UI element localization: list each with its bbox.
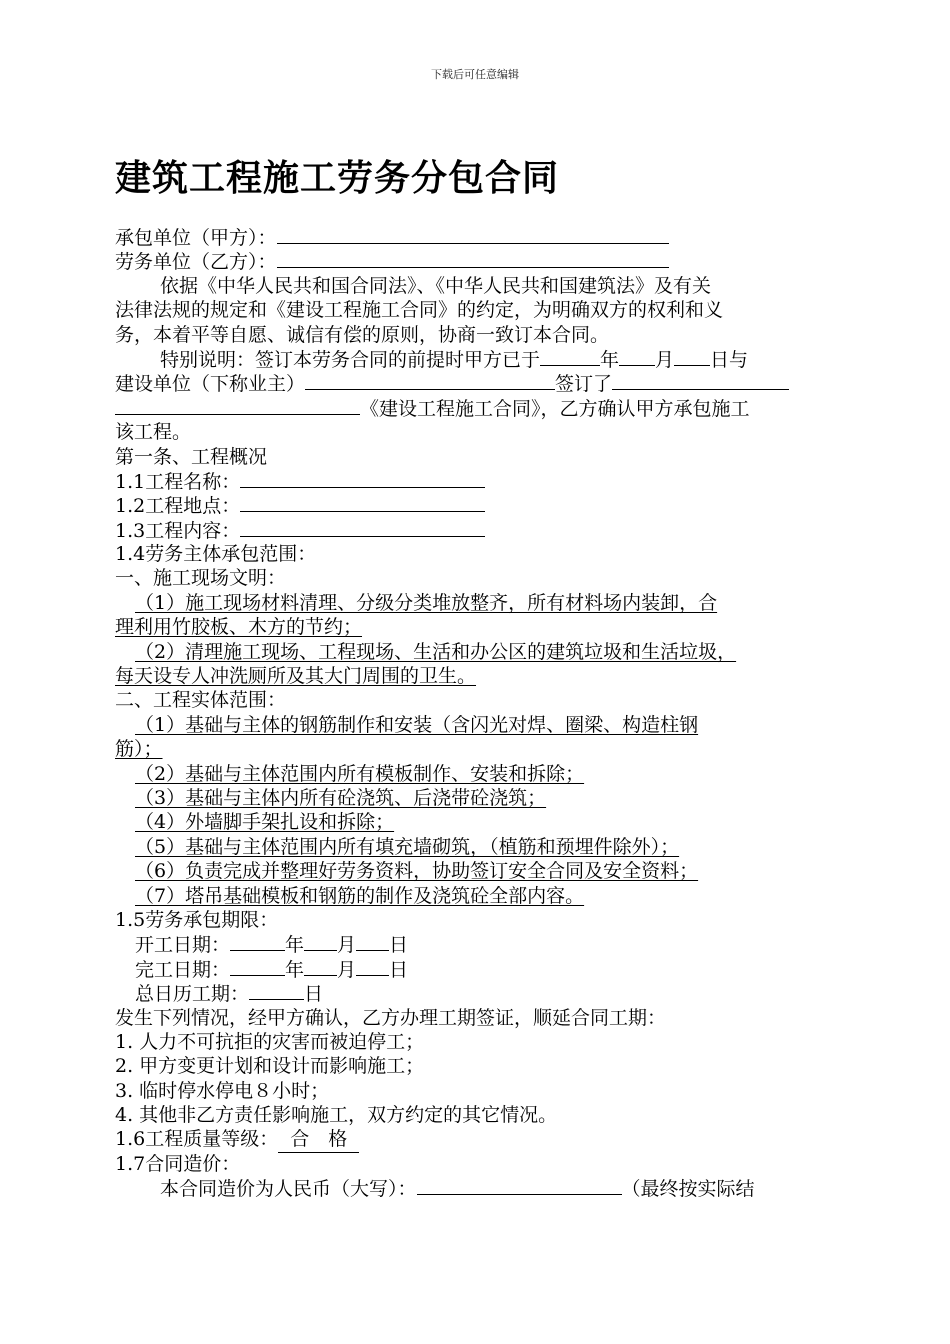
start-date-line <box>115 932 855 956</box>
end-day-blank[interactable] <box>356 957 389 976</box>
project-site-line <box>115 493 855 517</box>
civil-heading: 一、施工现场文明： <box>115 567 287 590</box>
project-site-label: 1.2工程地点： <box>115 495 241 518</box>
total-days-line <box>115 981 855 1005</box>
start-day-blank[interactable] <box>356 932 389 951</box>
civil-item-2a-text: （2）清理施工现场、工程现场、生活和办公区的建筑垃圾和生活垃圾， <box>135 640 737 663</box>
entity-item-1a <box>115 713 855 737</box>
party-b-blank[interactable] <box>277 249 669 268</box>
special-owner-label: 建设单位（下称业主） <box>115 373 306 396</box>
project-blank-1[interactable] <box>612 371 789 390</box>
price-blank[interactable] <box>417 1176 622 1195</box>
scope-heading: 1.4劳务主体承包范围： <box>115 543 317 566</box>
header-note: 下载后可任意编辑 <box>431 68 519 81</box>
entity-item-3-text: （3）基础与主体内所有砼浇筑、后浇带砼浇筑； <box>135 786 547 809</box>
special-contract: 《建设工程施工合同》，乙方确认甲方承包施工 <box>360 397 750 420</box>
start-year-unit: 年 <box>285 934 305 957</box>
intro-line-2: 法律法规的规定和《建设工程施工合同》的约定，为明确双方的权利和义 <box>115 299 724 322</box>
start-month-unit: 月 <box>337 934 357 957</box>
special-lead: 特别说明：签订本劳务合同的前提时甲方已于 <box>160 348 541 371</box>
entity-item-3 <box>115 786 855 810</box>
civil-item-1a <box>115 591 855 615</box>
project-content-line <box>115 518 855 542</box>
extend-heading: 发生下列情况，经甲方确认，乙方办理工期签证，顺延合同工期： <box>115 1006 667 1029</box>
entity-item-4 <box>115 810 855 834</box>
total-days-unit: 日 <box>304 983 324 1006</box>
party-a-line <box>115 225 855 249</box>
end-year-unit: 年 <box>285 958 305 981</box>
special-line-4: 该工程。 <box>115 421 192 444</box>
party-a-label: 承包单位（甲方）： <box>115 227 277 249</box>
project-blank-2[interactable] <box>115 396 360 415</box>
extend-item-1: 1. 人力不可抗拒的灾害而被迫停工； <box>115 1030 425 1053</box>
start-day-unit: 日 <box>389 934 409 957</box>
end-day-unit: 日 <box>389 958 409 981</box>
intro-line-3: 务，本着平等自愿、诚信有偿的原则，协商一致订本合同。 <box>115 323 610 346</box>
civil-item-2b <box>115 664 855 688</box>
entity-item-1a-text: （1）基础与主体的钢筋制作和安装（含闪光对焊、圈梁、构造柱钢 <box>135 713 699 736</box>
special-signed: 签订了 <box>555 373 613 396</box>
start-month-blank[interactable] <box>304 932 337 951</box>
extend-item-2: 2. 甲方变更计划和设计而影响施工； <box>115 1055 425 1078</box>
civil-item-1b-text: 理利用竹胶板、木方的节约； <box>115 616 363 639</box>
extend-item-3: 3. 临时停水停电８小时； <box>115 1079 330 1102</box>
price-heading: 1.7合同造价： <box>115 1152 241 1175</box>
price-label: 本合同造价为人民币（大写）： <box>160 1178 417 1201</box>
price-line <box>115 1176 855 1200</box>
intro-line-1: 依据《中华人民共和国合同法》、《中华人民共和国建筑法》及有关 <box>160 274 712 297</box>
article-1-heading: 第一条、工程概况 <box>115 445 268 468</box>
start-date-label: 开工日期： <box>135 934 231 957</box>
project-name-blank[interactable] <box>240 469 485 488</box>
party-a-blank[interactable] <box>277 225 669 244</box>
end-year-blank[interactable] <box>230 957 285 976</box>
entity-item-4-text: （4）外墙脚手架扎设和拆除； <box>135 811 395 834</box>
special-line-2 <box>115 371 855 395</box>
period-heading: 1.5劳务承包期限： <box>115 908 279 931</box>
quality-label: 1.6工程质量等级： <box>115 1128 279 1151</box>
special-line-1 <box>115 347 855 371</box>
special-line-3 <box>115 396 855 420</box>
quality-value: 合 格 <box>278 1127 359 1152</box>
special-month: 月 <box>655 348 675 371</box>
contract-body <box>115 225 855 1201</box>
owner-blank[interactable] <box>305 371 555 390</box>
party-b-label: 劳务单位（乙方）： <box>115 251 277 274</box>
entity-item-6 <box>115 859 855 883</box>
entity-item-5-text: （5）基础与主体范围内所有填充墙砌筑，（植筋和预埋件除外）； <box>135 835 680 858</box>
entity-item-7-text: （7）塔吊基础模板和钢筋的制作及浇筑砼全部内容。 <box>135 884 585 907</box>
project-content-label: 1.3工程内容： <box>115 519 241 542</box>
civil-item-1a-text: （1）施工现场材料清理、分级分类堆放整齐，所有材料场内装卸，合 <box>135 591 718 614</box>
entity-item-2 <box>115 762 855 786</box>
special-day: 日与 <box>710 348 749 371</box>
end-month-blank[interactable] <box>304 957 337 976</box>
total-days-blank[interactable] <box>249 981 304 1000</box>
project-name-label: 1.1工程名称： <box>115 470 241 493</box>
project-content-blank[interactable] <box>240 518 485 537</box>
entity-item-1b <box>115 737 855 761</box>
start-year-blank[interactable] <box>230 932 285 951</box>
quality-line <box>115 1127 855 1151</box>
contract-title: 建筑工程施工劳务分包合同 <box>115 158 560 199</box>
entity-item-2-text: （2）基础与主体范围内所有模板制作、安装和拆除； <box>135 762 585 785</box>
total-days-label: 总日历工期： <box>135 983 250 1006</box>
entity-item-1b-text: 筋）； <box>115 738 163 761</box>
project-name-line <box>115 469 855 493</box>
price-note: （最终按实际结 <box>621 1178 755 1201</box>
special-year: 年 <box>600 348 620 371</box>
entity-item-6-text: （6）负责完成并整理好劳务资料，协助签订安全合同及安全资料； <box>135 860 699 883</box>
entity-item-5 <box>115 835 855 859</box>
civil-item-2a <box>115 640 855 664</box>
end-date-line <box>115 957 855 981</box>
civil-item-1b <box>115 615 855 639</box>
end-date-label: 完工日期： <box>135 958 231 981</box>
extend-item-4: 4. 其他非乙方责任影响施工，双方约定的其它情况。 <box>115 1104 558 1127</box>
entity-item-7 <box>115 884 855 908</box>
special-year-blank[interactable] <box>540 347 600 366</box>
project-site-blank[interactable] <box>240 493 485 512</box>
special-day-blank[interactable] <box>674 347 710 366</box>
entity-heading: 二、工程实体范围： <box>115 689 287 712</box>
end-month-unit: 月 <box>337 958 357 981</box>
civil-item-2b-text: 每天设专人冲洗厕所及其大门周围的卫生。 <box>115 665 477 688</box>
special-month-blank[interactable] <box>619 347 655 366</box>
party-b-line <box>115 249 855 273</box>
